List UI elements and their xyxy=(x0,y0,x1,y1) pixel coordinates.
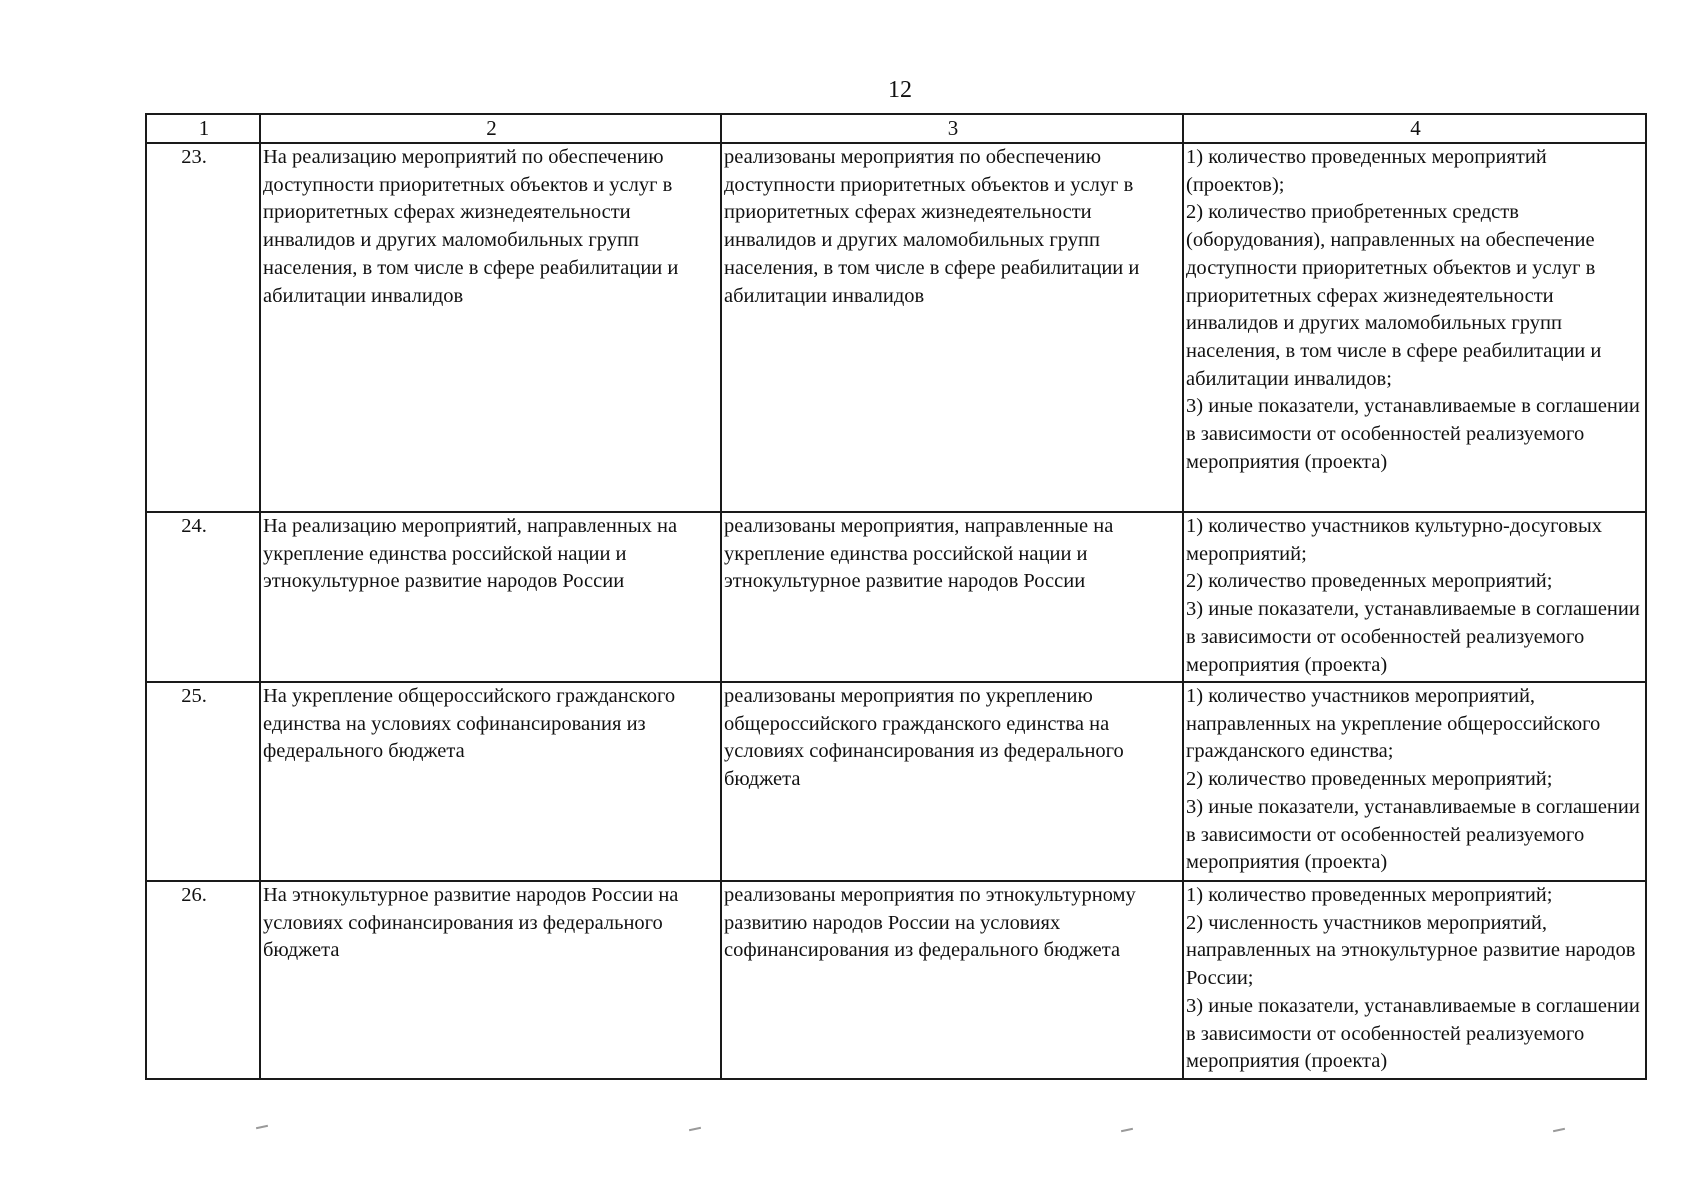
scan-artifact xyxy=(689,1127,701,1131)
indicator-item: 2) количество проведенных мероприятий; xyxy=(1186,768,1553,791)
row-indicators xyxy=(1183,512,1646,682)
scan-artifact xyxy=(1553,1128,1565,1132)
row-number: 26. xyxy=(146,881,260,1079)
column-header-3: 3 xyxy=(721,114,1183,143)
indicator-item: 3) иные показатели, устанавливаемые в соглашении в зависимости от особенностей реализуемого мероприятия (проекта) xyxy=(1186,795,1640,874)
indicator-item: 3) иные показатели, устанавливаемые в соглашении в зависимости от особенностей реализуемого мероприятия (проекта) xyxy=(1186,994,1640,1073)
row-number: 23. xyxy=(146,143,260,512)
row-direction-text: На этнокультурное развитие народов России на условиях софинансирования из федерального бюджета xyxy=(260,881,721,1079)
row-result-text: реализованы мероприятия по обеспечению доступности приоритетных объектов и услуг в приоритетных сферах жизнедеятельности инвалидов и других маломобильных групп населения, в том числе в сфере реабилитации и абилитации инвалидов xyxy=(721,143,1183,512)
row-result-text: реализованы мероприятия по этнокультурному развитию народов России на условиях софинансирования из федерального бюджета xyxy=(721,881,1183,1079)
row-result-text: реализованы мероприятия по укреплению общероссийского гражданского единства на условиях софинансирования из федерального бюджета xyxy=(721,682,1183,881)
scan-artifact xyxy=(256,1125,268,1129)
table-row xyxy=(146,143,1646,512)
indicator-item: 3) иные показатели, устанавливаемые в соглашении в зависимости от особенностей реализуемого мероприятия (проекта) xyxy=(1186,598,1640,676)
row-indicators xyxy=(1183,682,1646,881)
indicator-item: 2) численность участников мероприятий, направленных на этнокультурное развитие народов России; xyxy=(1186,911,1636,990)
indicator-item: 1) количество участников мероприятий, направленных на укрепление общероссийского гражданского единства; xyxy=(1186,685,1601,763)
row-indicators xyxy=(1183,881,1646,1079)
indicator-item: 1) количество проведенных мероприятий; xyxy=(1186,884,1553,906)
row-indicators xyxy=(1183,143,1646,512)
indicator-item: 2) количество приобретенных средств (оборудования), направленных на обеспечение доступности приоритетных объектов и услуг в приоритетных сферах жизнедеятельности инвалидов и других маломобильных групп населения, в том числе в сфере реабилитации и абилитации инвалидов; xyxy=(1186,201,1602,390)
indicator-item: 2) количество проведенных мероприятий; xyxy=(1186,570,1553,593)
document-table xyxy=(145,113,1647,1080)
column-header-2: 2 xyxy=(260,114,721,143)
row-result-text: реализованы мероприятия, направленные на укрепление единства российской нации и этнокультурное развитие народов России xyxy=(721,512,1183,682)
column-header-4: 4 xyxy=(1183,114,1646,143)
column-header-1: 1 xyxy=(146,114,260,143)
scan-artifact xyxy=(1121,1128,1133,1132)
table-row xyxy=(146,512,1646,682)
indicator-item: 1) количество проведенных мероприятий (проектов); xyxy=(1186,146,1547,196)
table-row xyxy=(146,682,1646,881)
table-header-row xyxy=(146,114,1646,143)
table-row xyxy=(146,881,1646,1079)
indicator-item: 3) иные показатели, устанавливаемые в соглашении в зависимости от особенностей реализуемого мероприятия (проекта) xyxy=(1186,395,1640,473)
row-direction-text: На реализацию мероприятий, направленных на укрепление единства российской нации и этнокультурное развитие народов России xyxy=(260,512,721,682)
row-number: 25. xyxy=(146,682,260,881)
row-number: 24. xyxy=(146,512,260,682)
row-direction-text: На реализацию мероприятий по обеспечению доступности приоритетных объектов и услуг в приоритетных сферах жизнедеятельности инвалидов и других маломобильных групп населения, в том числе в сфере реабилитации и абилитации инвалидов xyxy=(260,143,721,512)
indicator-item: 1) количество участников культурно-досуговых мероприятий; xyxy=(1186,515,1602,565)
row-direction-text: На укрепление общероссийского гражданского единства на условиях софинансирования из федерального бюджета xyxy=(260,682,721,881)
page-number: 12 xyxy=(888,77,912,103)
